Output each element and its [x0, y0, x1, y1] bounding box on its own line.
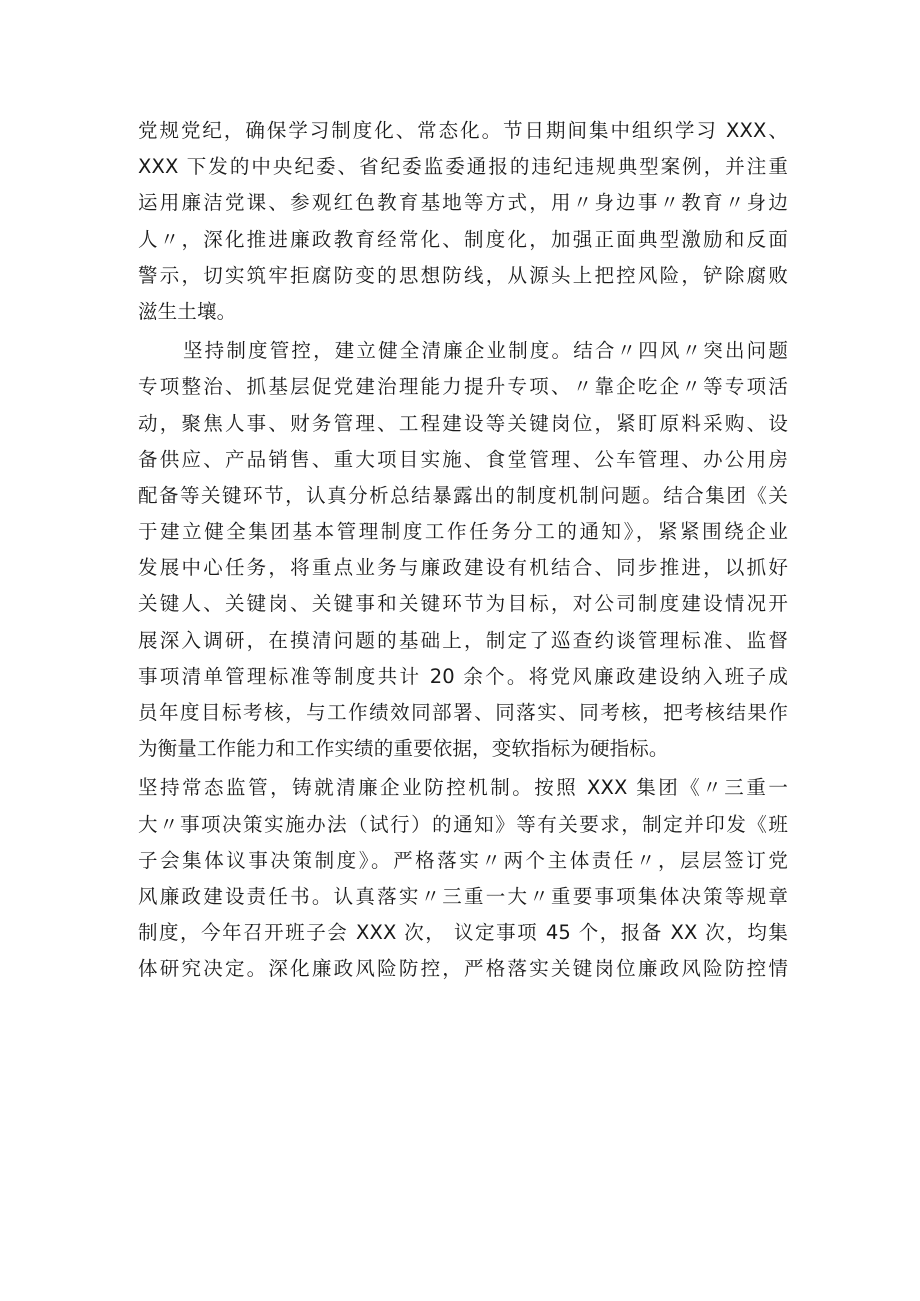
paragraph-line: 大〃事项决策实施办法（试行）的通知》等有关要求，制定并印发《班 [138, 812, 788, 836]
paragraph-line: 动，聚焦人事、财务管理、工程建设等关键岗位，紧盯原料采购、设 [138, 411, 788, 435]
paragraph-line: 坚持常态监管，铸就清廉企业防控机制。按照 XXX 集团《〃三重一 [138, 776, 788, 800]
paragraph-line: 子会集体议事决策制度》。严格落实〃两个主体责任〃，层层签订党 [138, 848, 788, 872]
paragraph-line: 员年度目标考核，与工作绩效同部署、同落实、同考核，把考核结果作 [138, 701, 788, 724]
paragraph-3 [138, 770, 788, 987]
paragraph-line: 发展中心任务，将重点业务与廉政建设有机结合、同步推进，以抓好 [138, 556, 788, 580]
paragraph-line: 人〃，深化推进廉政教育经常化、制度化，加强正面典型激励和反面 [138, 227, 788, 251]
paragraph-line: 备供应、产品销售、重大项目实施、食堂管理、公车管理、办公用房 [138, 447, 788, 471]
paragraph-line: 为衡量工作能力和工作实绩的重要依据，变软指标为硬指标。 [138, 737, 669, 761]
paragraph-1 [138, 113, 788, 330]
paragraph-line: 关键人、关键岗、关键事和关键环节为目标，对公司制度建设情况开 [138, 592, 788, 616]
document-body [138, 113, 788, 988]
paragraph-line: 体研究决定。深化廉政风险防控，严格落实关键岗位廉政风险防控情 [138, 957, 788, 981]
paragraph-line: 于建立健全集团基本管理制度工作任务分工的通知》，紧紧围绕企业 [138, 520, 788, 544]
paragraph-line: 风廉政建设责任书。认真落实〃三重一大〃重要事项集体决策等规章 [138, 884, 788, 908]
paragraph-line: 展深入调研，在摸清问题的基础上，制定了巡查约谈管理标准、监督 [138, 628, 788, 652]
paragraph-line: 配备等关键环节，认真分析总结暴露出的制度机制问题。结合集团《关 [138, 483, 788, 507]
paragraph-2 [138, 333, 788, 767]
paragraph-line: XXX 下发的中央纪委、省纪委监委通报的违纪违规典型案例，并注重 [138, 155, 788, 179]
paragraph-line: 专项整治、抓基层促党建治理能力提升专项、〃靠企吃企〃等专项活 [138, 375, 788, 399]
paragraph-line: 制度，今年召开班子会 XXX 次， 议定事项 45 个，报备 XX 次，均集 [138, 921, 788, 945]
paragraph-line: 滋生土壤。 [138, 299, 237, 323]
paragraph-line: 党规党纪，确保学习制度化、常态化。节日期间集中组织学习 XXX、 [138, 119, 788, 142]
paragraph-line: 运用廉洁党课、参观红色教育基地等方式，用〃身边事〃教育〃身边 [138, 191, 788, 215]
paragraph-line: 事项清单管理标准等制度共计 20 余个。将党风廉政建设纳入班子成 [138, 664, 788, 688]
paragraph-line: 坚持制度管控，建立健全清廉企业制度。结合〃四风〃突出问题 [183, 339, 788, 363]
paragraph-line: 警示，切实筑牢拒腐防变的思想防线，从源头上把控风险，铲除腐败 [138, 263, 788, 287]
